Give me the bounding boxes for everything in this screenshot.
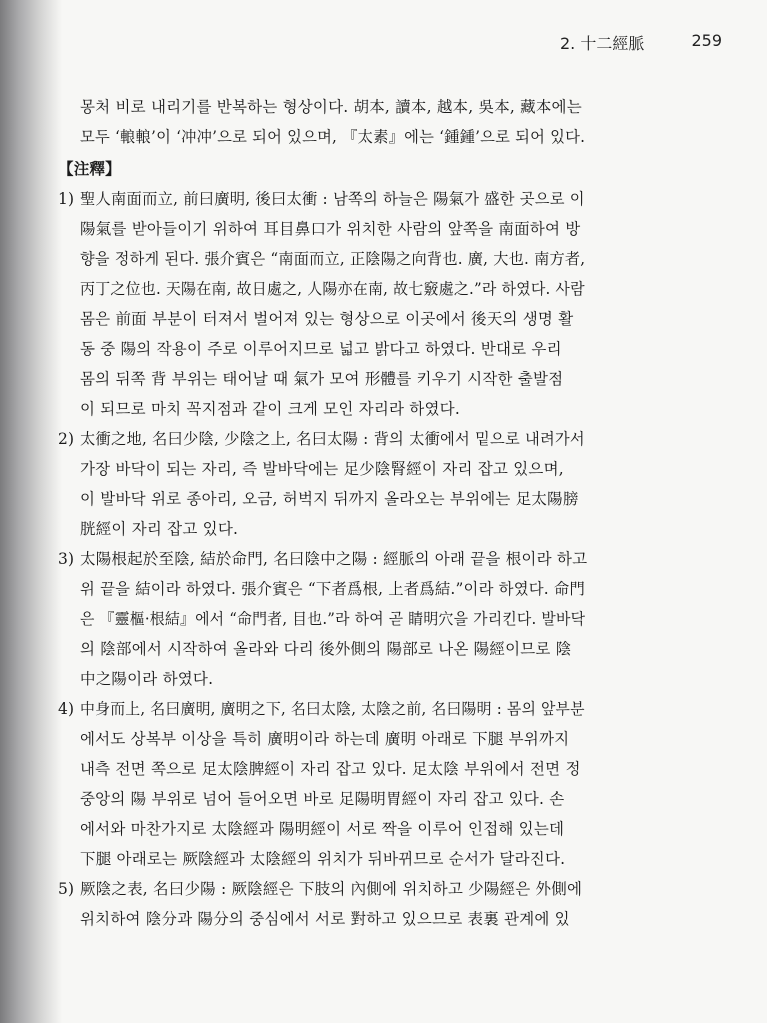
note-text-line: 胱經이 자리 잡고 있다. <box>80 520 239 538</box>
note-text-line: 몸은 前面 부분이 터져서 벌어져 있는 형상으로 이곳에서 後天의 생명 활 <box>80 310 574 328</box>
chapter-section-title: 2. 十二經脈 <box>560 34 645 53</box>
note-text-line: 에서도 상복부 이상을 특히 廣明이라 하는데 廣明 아래로 下腿 부위까지 <box>80 730 570 748</box>
note-text-line: 이 되므로 마치 꼭지점과 같이 크게 모인 자리라 하였다. <box>80 400 460 418</box>
note-number: 1) <box>58 190 75 208</box>
note-number: 2) <box>58 430 75 448</box>
note-text-line: 聖人南面而立, 前曰廣明, 後曰太衝 : 남쪽의 하늘은 陽氣가 盛한 곳으로 이 <box>80 190 585 208</box>
note-text-line: 太衝之地, 名曰少陰, 少陰之上, 名曰太陽 : 背의 太衝에서 밑으로 내려가서 <box>80 430 585 448</box>
note-text-line: 내측 전면 쪽으로 足太陰脾經이 자리 잡고 있다. 足太陰 부위에서 전면 정 <box>80 760 581 778</box>
note-number: 4) <box>58 700 75 718</box>
page-number: 259 <box>691 31 722 50</box>
note-text-line: 몸의 뒤쪽 背 부위는 태어날 때 氣가 모여 形體를 키우기 시작한 출발점 <box>80 370 564 388</box>
note-text-line: 은 『靈樞·根結』에서 “命門者, 目也.”라 하여 곧 睛明穴을 가리킨다. 발바닥 <box>80 610 586 628</box>
note-text-line: 中身而上, 名曰廣明, 廣明之下, 名曰太陰, 太陰之前, 名曰陽明 : 몸의 앞부분 <box>80 700 585 718</box>
note-text-line: 위 끝을 結이라 하였다. 張介賓은 “下者爲根, 上者爲結.”이라 하였다. 命門 <box>80 580 585 598</box>
note-text-line: 丙丁之位也. 天陽在南, 故日處之, 人陽亦在南, 故七竅處之.”라 하였다. 사람 <box>80 280 585 298</box>
note-text-line: 가장 바닥이 되는 자리, 즉 발바닥에는 足少陰腎經이 자리 잡고 있으며, <box>80 460 564 478</box>
notes-heading: 【注釋】 <box>58 159 121 178</box>
note-text-line: 중앙의 陽 부위로 넘어 들어오면 바로 足陽明胃經이 자리 잡고 있다. 손 <box>80 790 565 808</box>
note-number: 3) <box>58 550 75 568</box>
note-text-line: 下腿 아래로는 厥陰經과 太陰經의 위치가 뒤바뀌므로 순서가 달라진다. <box>80 850 566 868</box>
intro-text-line: 모두 ‘䡙䡙’이 ‘冲冲’으로 되어 있으며, 『太素』에는 ‘鍾鍾’으로 되어 있다. <box>80 128 586 146</box>
note-text-line: 에서와 마찬가지로 太陰經과 陽明經이 서로 짝을 이루어 인접해 있는데 <box>80 820 565 838</box>
note-text-line: 의 陰部에서 시작하여 올라와 다리 後外側의 陽部로 나온 陽經이므로 陰 <box>80 640 572 658</box>
intro-text-line: 몽처 비로 내리기를 반복하는 형상이다. 胡本, 讀本, 越本, 吳本, 藏本에는 <box>80 98 582 116</box>
note-text-line: 陽氣를 받아들이기 위하여 耳目鼻口가 위치한 사람의 앞쪽을 南面하여 방 <box>80 220 581 238</box>
note-text-line: 厥陰之表, 名曰少陽 : 厥陰經은 下肢의 內側에 위치하고 少陽經은 外側에 <box>80 880 583 898</box>
note-text-line: 이 발바닥 위로 종아리, 오금, 허벅지 뒤까지 올라오는 부위에는 足太陽膀 <box>80 490 579 508</box>
note-text-line: 太陽根起於至陰, 結於命門, 名曰陰中之陽 : 經脈의 아래 끝을 根이라 하고 <box>80 550 588 568</box>
note-text-line: 위치하여 陰分과 陽分의 중심에서 서로 對하고 있으므로 表裏 관계에 있 <box>80 910 570 928</box>
note-number: 5) <box>58 880 75 898</box>
note-text-line: 향을 정하게 된다. 張介賓은 “南面而立, 正陰陽之向背也. 廣, 大也. 南方者, <box>80 250 586 268</box>
note-text-line: 동 중 陽의 작용이 주로 이루어지므로 넓고 밝다고 하였다. 반대로 우리 <box>80 340 562 358</box>
note-text-line: 中之陽이라 하였다. <box>80 670 214 688</box>
